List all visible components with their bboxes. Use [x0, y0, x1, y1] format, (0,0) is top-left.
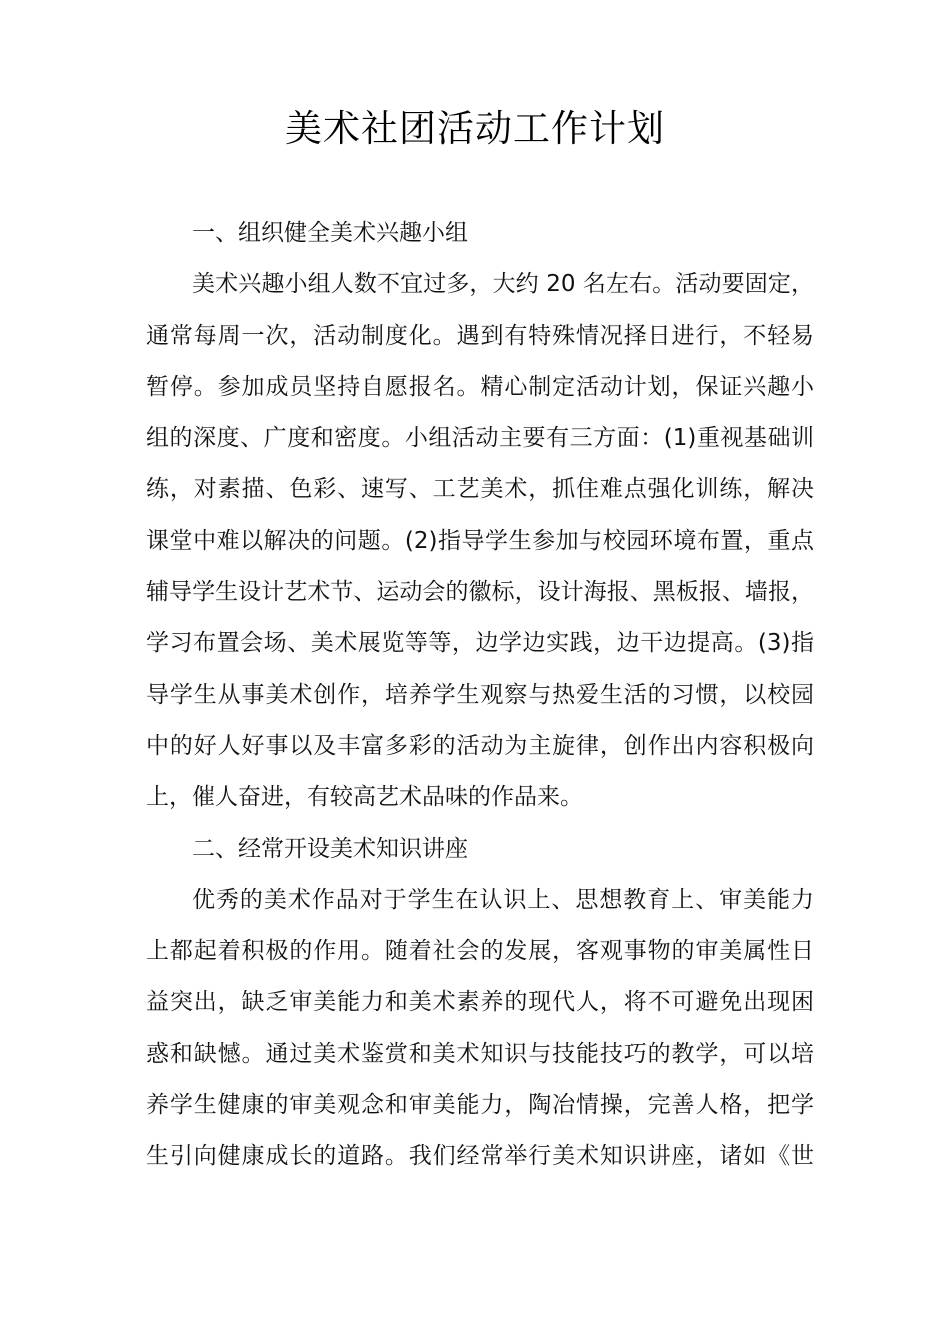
- paragraph-2-line-4: 惑和缺憾。通过美术鉴赏和美术知识与技能技巧的教学，可以培: [146, 1040, 814, 1067]
- document-title: 美术社团活动工作计划: [285, 107, 665, 150]
- paragraph-1-line-1: 美术兴趣小组人数不宜过多，大约 20 名左右。活动要固定，: [192, 271, 814, 298]
- paragraph-1-line-4: 组的深度、广度和密度。小组活动主要有三方面：(1)重视基础训: [146, 425, 814, 452]
- paragraph-1-line-9: 导学生从事美术创作，培养学生观察与热爱生活的习惯，以校园: [146, 681, 814, 708]
- document-body: [146, 208, 814, 1183]
- section-heading-1: 一、组织健全美术兴趣小组: [192, 220, 468, 246]
- paragraph-2-line-6: 生引向健康成长的道路。我们经常举行美术知识讲座，诸如《世: [146, 1143, 814, 1170]
- paragraph-1-line-3: 暂停。参加成员坚持自愿报名。精心制定活动计划，保证兴趣小: [146, 373, 814, 400]
- paragraph-2-line-3: 益突出，缺乏审美能力和美术素养的现代人，将不可避免出现困: [146, 989, 814, 1016]
- paragraph-2-line-2: 上都起着积极的作用。随着社会的发展，客观事物的审美属性日: [146, 938, 814, 965]
- paragraph-2-line-1: 优秀的美术作品对于学生在认识上、思想教育上、审美能力: [192, 886, 814, 913]
- paragraph-1-line-8: 学习布置会场、美术展览等等，边学边实践，边干边提高。(3)指: [146, 630, 814, 657]
- paragraph-1-line-7: 辅导学生设计艺术节、运动会的徽标，设计海报、黑板报、墙报，: [146, 579, 814, 606]
- paragraph-1-line-10: 中的好人好事以及丰富多彩的活动为主旋律，创作出内容积极向: [146, 732, 814, 759]
- paragraph-1-line-11: 上，催人奋进，有较高艺术品味的作品来。: [146, 784, 583, 811]
- paragraph-1-line-5: 练，对素描、色彩、速写、工艺美术，抓住难点强化训练，解决: [146, 476, 814, 503]
- section-heading-2: 二、经常开设美术知识讲座: [192, 835, 468, 862]
- paragraph-1-line-2: 通常每周一次，活动制度化。遇到有特殊情况择日进行，不轻易: [146, 322, 814, 349]
- paragraph-1-line-6: 课堂中难以解决的问题。(2)指导学生参加与校园环境布置，重点: [146, 527, 814, 554]
- paragraph-2-line-5: 养学生健康的审美观念和审美能力，陶冶情操，完善人格，把学: [146, 1092, 814, 1119]
